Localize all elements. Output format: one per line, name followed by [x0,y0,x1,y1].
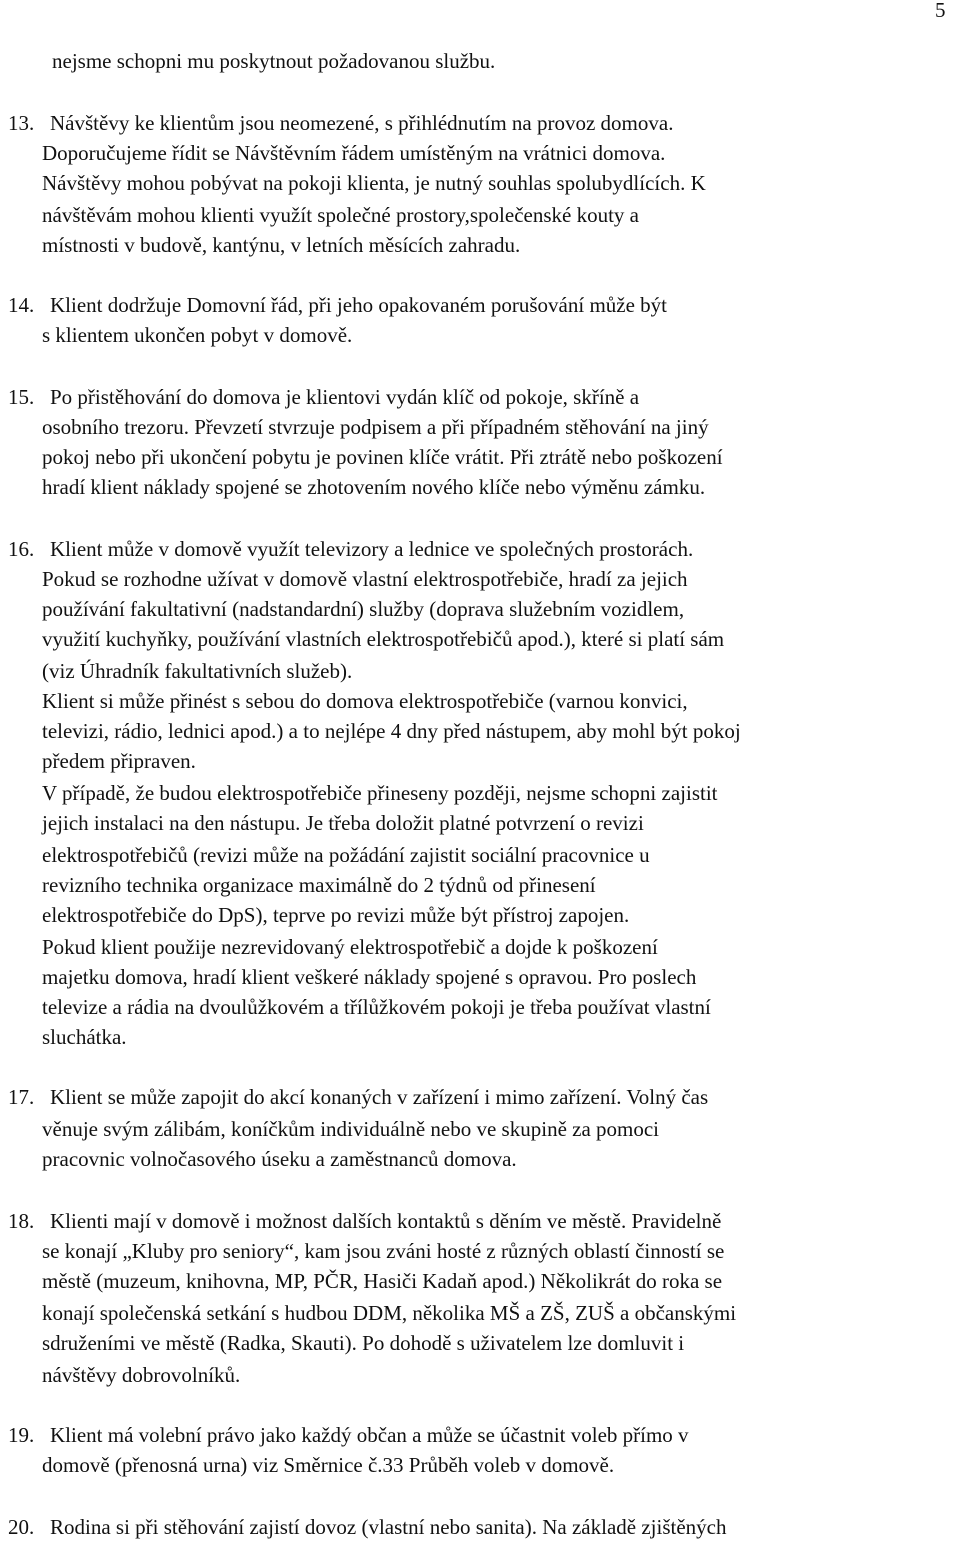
text-line: Po přistěhování do domova je klientovi vydán klíč od pokoje, skříně a [50,385,640,409]
page-number: 5 [935,0,946,22]
text-line: používání fakultativní (nadstandardní) služby (doprava služebním vozidlem, [42,597,685,621]
text-line: věnuje svým zálibám, koníčkům individuálně nebo ve skupině za pomoci [42,1117,660,1141]
text-line: elektrospotřebiče do DpS), teprve po revizi může být přístroj zapojen. [42,903,630,927]
item-number: 20. [8,1515,35,1539]
text-line: Klient může v domově využít televizory a lednice ve společných prostorách. [50,537,694,561]
item-number: 19. [8,1423,35,1447]
text-line: Klient dodržuje Domovní řád, při jeho opakovaném porušování může být [50,293,668,317]
text-line: využití kuchyňky, používání vlastních elektrospotřebičů apod.), které si platí sám [42,627,725,651]
text-line: se konají „Kluby pro seniory“, kam jsou zváni hosté z různých oblastí činností se [42,1239,725,1263]
text-line: domově (přenosná urna) viz Směrnice č.33 Průběh voleb v domově. [42,1453,615,1477]
text-line: Klient se může zapojit do akcí konaných v zařízení i mimo zařízení. Volný čas [50,1085,709,1109]
text-line: konají společenská setkání s hudbou DDM, několika MŠ a ZŠ, ZUŠ a občanskými [42,1301,737,1325]
text-line: Klient má volební právo jako každý občan a může se účastnit voleb přímo v [50,1423,689,1447]
text-line: pracovnic volnočasového úseku a zaměstnanců domova. [42,1147,517,1171]
text-line: hradí klient náklady spojené se zhotovením nového klíče nebo výměnu zámku. [42,475,706,499]
item-number: 13. [8,111,35,135]
text-line: sluchátka. [42,1025,127,1049]
text-line: (viz Úhradník fakultativních služeb). [42,659,353,683]
text-line: Pokud se rozhodne užívat v domově vlastní elektrospotřebiče, hradí za jejich [42,567,688,591]
text-line: Návštěvy ke klientům jsou neomezené, s přihlédnutím na provoz domova. [50,111,674,135]
text-line: revizního technika organizace maximálně do 2 týdnů od přinesení [42,873,596,897]
text-line: V případě, že budou elektrospotřebiče přineseny později, nejsme schopni zajistit [42,781,718,805]
text-line: s klientem ukončen pobyt v domově. [42,323,353,347]
text-line: pokoj nebo při ukončení pobytu je povinen klíče vrátit. Při ztrátě nebo poškození [42,445,723,469]
item-number: 17. [8,1085,35,1109]
item-number: 15. [8,385,35,409]
text-line: předem připraven. [42,749,196,773]
text-line: Pokud klient použije nezrevidovaný elektrospotřebič a dojde k poškození [42,935,658,959]
text-line: nejsme schopni mu poskytnout požadovanou službu. [52,49,496,73]
text-line: Klient si může přinést s sebou do domova elektrospotřebiče (varnou konvici, [42,689,688,713]
text-line: návštěvám mohou klienti využít společné prostory,společenské kouty a [42,203,640,227]
text-line: televize a rádia na dvoulůžkovém a třílůžkovém pokoji je třeba používat vlastní [42,995,711,1019]
text-line: jejich instalaci na den nástupu. Je třeba doložit platné potvrzení o revizi [42,811,644,835]
text-line: městě (muzeum, knihovna, MP, PČR, Hasiči Kadaň apod.) Několikrát do roka se [42,1269,723,1293]
text-line: návštěvy dobrovolníků. [42,1363,241,1387]
text-line: Rodina si při stěhování zajistí dovoz (vlastní nebo sanita). Na základě zjištěných [50,1515,727,1539]
text-line: místnosti v budově, kantýnu, v letních měsících zahradu. [42,233,521,257]
text-line: televizi, rádio, lednici apod.) a to nejlépe 4 dny před nástupem, aby mohl být pokoj [42,719,741,743]
text-line: Návštěvy mohou pobývat na pokoji klienta, je nutný souhlas spolubydlících. K [42,171,706,195]
item-number: 16. [8,537,35,561]
text-line: osobního trezoru. Převzetí stvrzuje podpisem a při případném stěhování na jiný [42,415,709,439]
item-number: 18. [8,1209,35,1233]
text-line: Klienti mají v domově i možnost dalších kontaktů s děním ve městě. Pravidelně [50,1209,722,1233]
item-number: 14. [8,293,35,317]
text-line: majetku domova, hradí klient veškeré náklady spojené s opravou. Pro poslech [42,965,697,989]
text-line: elektrospotřebičů (revizi může na požádání zajistit sociální pracovnice u [42,843,650,867]
text-line: Doporučujeme řídit se Návštěvním řádem umístěným na vrátnici domova. [42,141,666,165]
text-line: sdruženími ve městě (Radka, Skauti). Po dohodě s uživatelem lze domluvit i [42,1331,685,1355]
